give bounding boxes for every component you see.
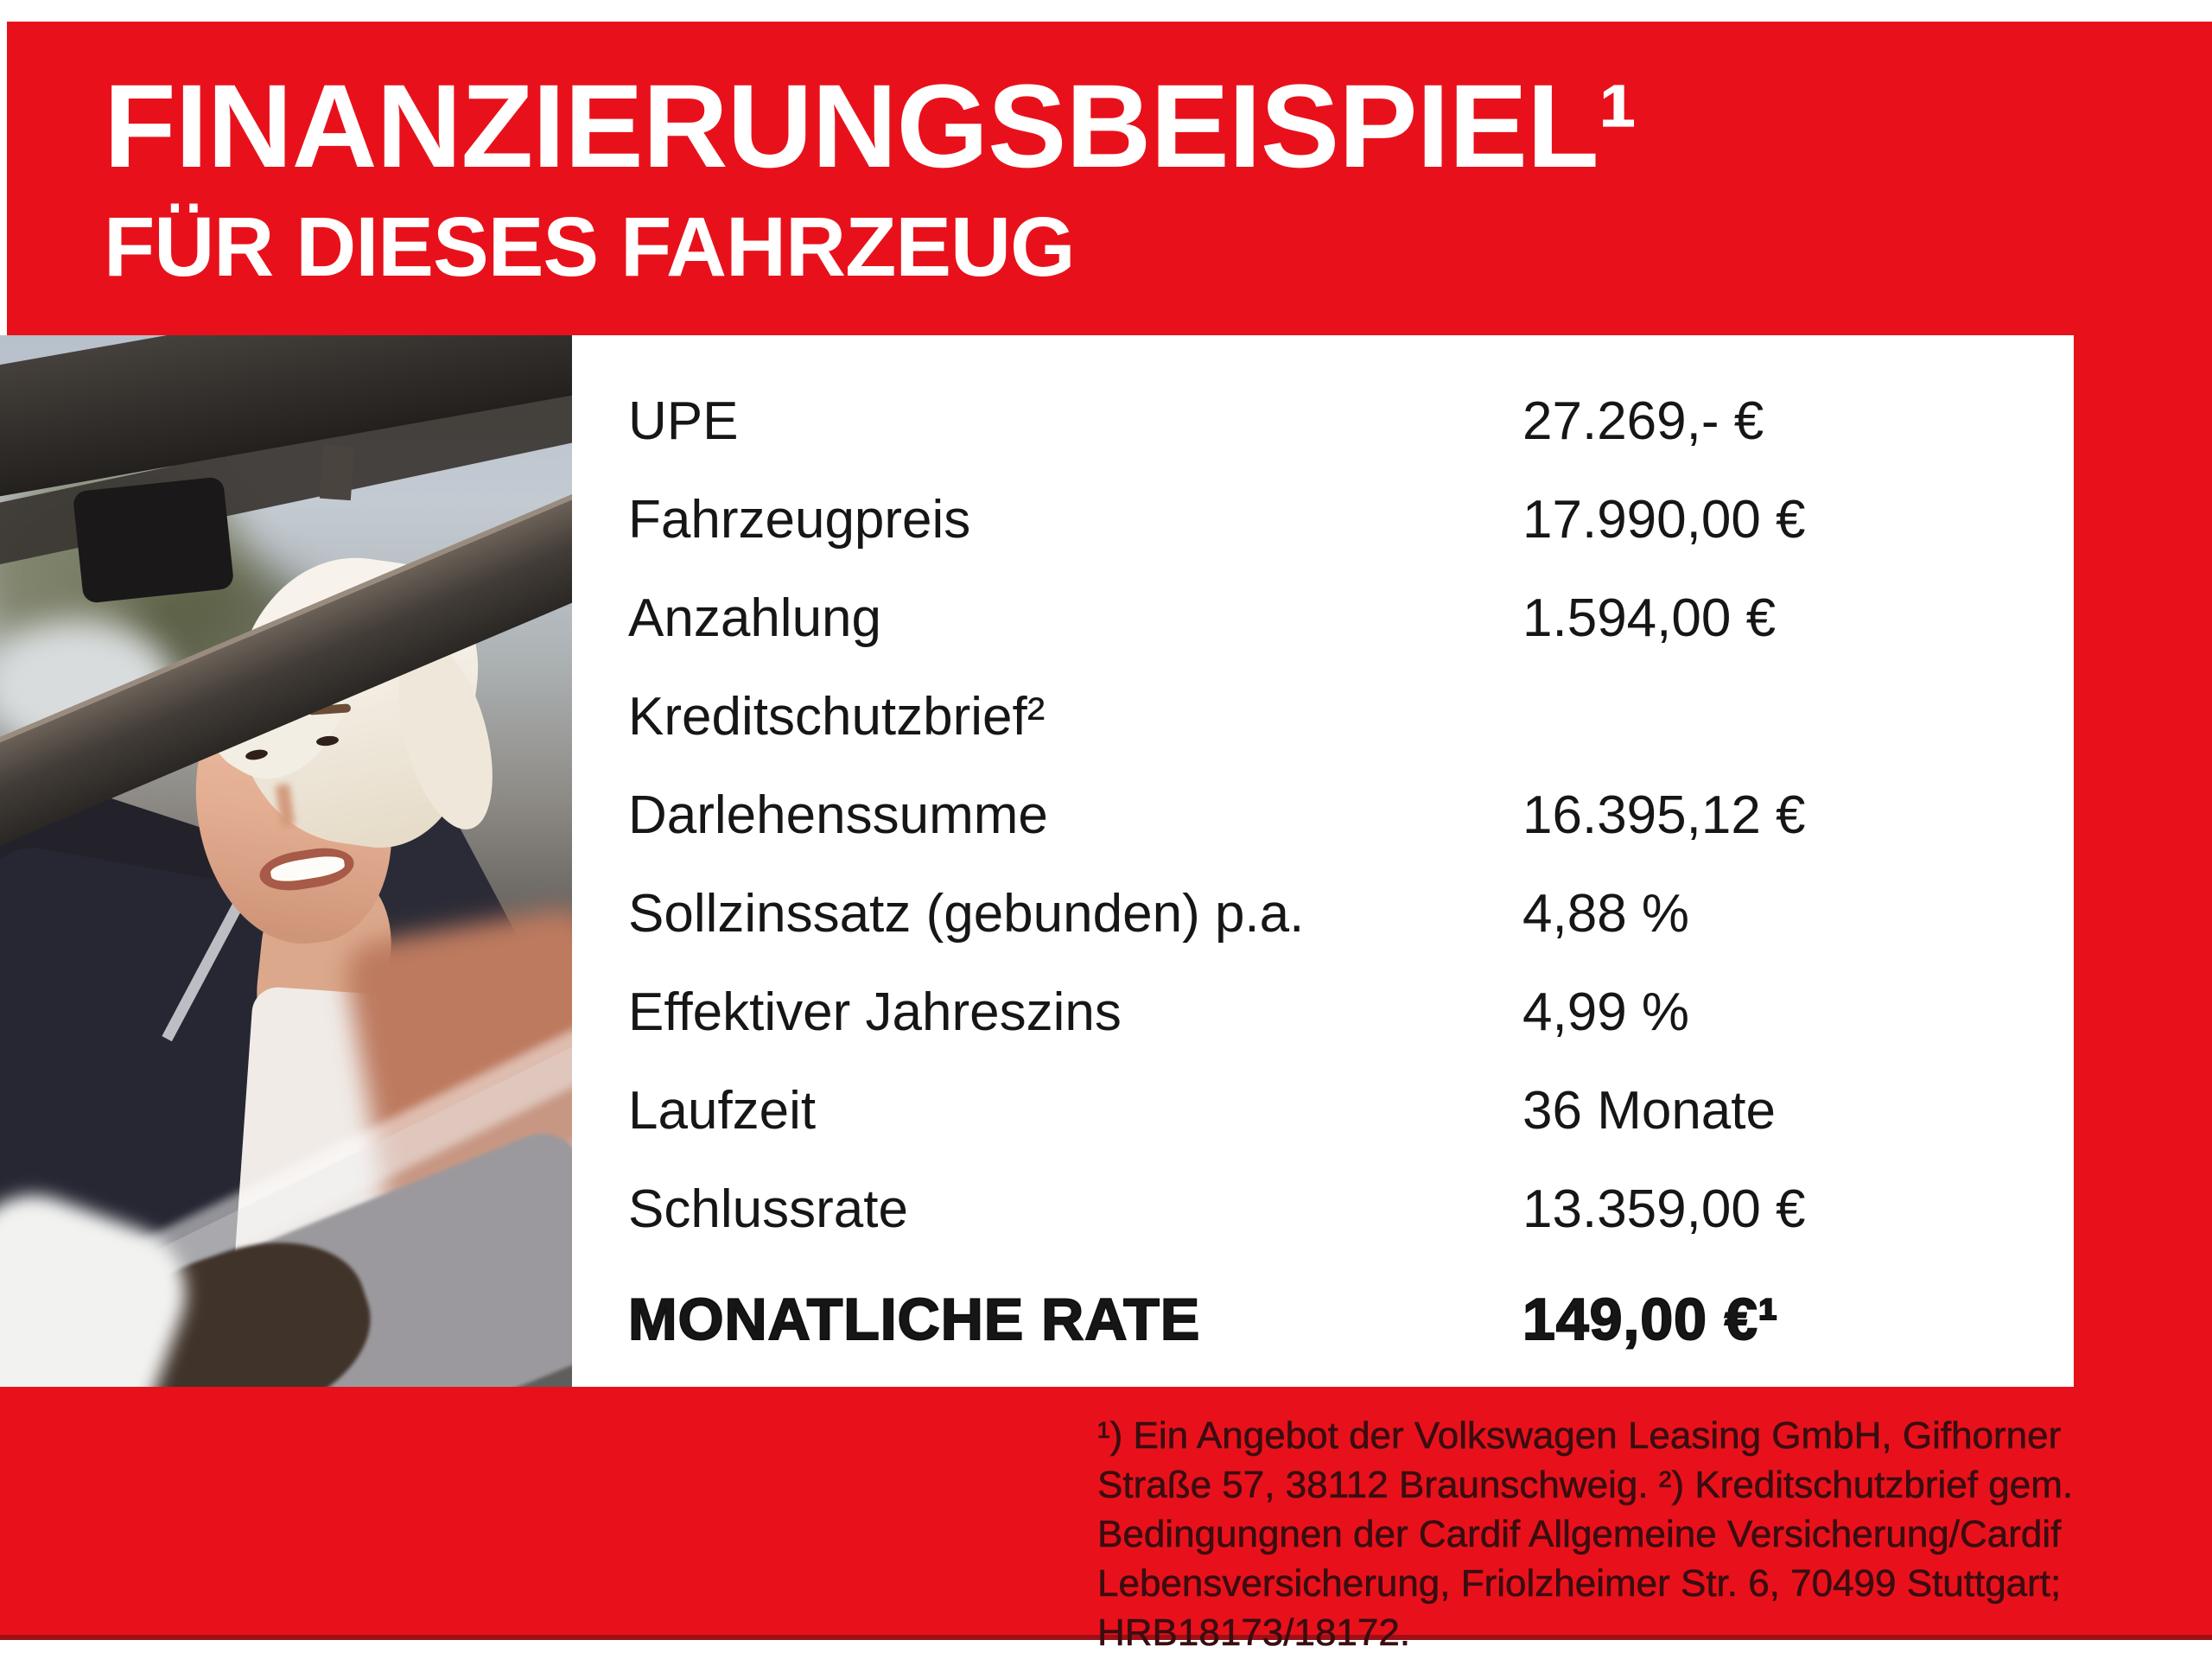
row-label: Sollzinssatz (gebunden) p.a.: [628, 883, 1305, 944]
fineprint-line: Straße 57, 38112 Braunschweig. ²) Kreditschutzbrief gem.: [1097, 1464, 2074, 1506]
row-value: 36 Monate: [1522, 1080, 1776, 1141]
row-value: 27.269,- €: [1522, 391, 1764, 451]
page-title: FINANZIERUNGSBEISPIEL¹: [104, 60, 1637, 193]
table-row: [628, 1061, 2074, 1160]
fineprint-line: Lebensversicherung, Friolzheimer Str. 6, 70499 Stuttgart;: [1097, 1562, 2062, 1605]
row-label: Effektiver Jahreszins: [628, 982, 1122, 1042]
table-row: [628, 569, 2074, 667]
row-label: Laufzeit: [628, 1080, 817, 1141]
row-value: 1.594,00 €: [1522, 588, 1777, 648]
car-woman-photo: [0, 335, 572, 1387]
legal-fineprint: [1097, 1411, 2212, 1657]
fineprint-line: Bedingungnen der Cardif Allgemeine Versicherung/Cardif: [1097, 1513, 2062, 1555]
row-label: UPE: [628, 391, 739, 451]
table-row: [628, 864, 2074, 963]
row-label: Schlussrate: [628, 1179, 908, 1239]
row-value: 16.395,12 €: [1522, 785, 1806, 845]
table-row: [628, 766, 2074, 864]
financing-table: [572, 335, 2074, 1387]
row-value: 17.990,00 €: [1522, 489, 1806, 550]
row-label: Anzahlung: [628, 588, 882, 648]
table-row: [628, 372, 2074, 470]
table-row: [628, 963, 2074, 1061]
fineprint-line: ¹) Ein Angebot der Volkswagen Leasing GmbH, Gifhorner: [1097, 1414, 2062, 1457]
fineprint-line: HRB18173/18172.: [1097, 1611, 1411, 1654]
row-label: Fahrzeugpreis: [628, 489, 971, 550]
footer-band: [0, 1387, 2212, 1654]
monthly-rate-row: [628, 1265, 2074, 1374]
row-label: Darlehenssumme: [628, 785, 1048, 845]
page-subtitle: FÜR DIESES FAHRZEUG: [104, 199, 1075, 294]
photo-rearview-mirror: [73, 476, 235, 604]
table-row: [628, 470, 2074, 569]
row-value: 4,88 %: [1522, 883, 1690, 944]
table-row: [628, 667, 2074, 766]
row-value: 13.359,00 €: [1522, 1179, 1806, 1239]
photo-b-pillar: [320, 445, 354, 500]
right-red-band: [2074, 335, 2212, 1387]
row-value: 4,99 %: [1522, 982, 1690, 1042]
monthly-rate-label: MONATLICHE RATE: [628, 1287, 1201, 1352]
header-band: [7, 22, 2212, 335]
table-row: [628, 1160, 2074, 1258]
row-label: Kreditschutzbrief²: [628, 686, 1046, 747]
monthly-rate-value: 149,00 €¹: [1522, 1287, 1779, 1352]
